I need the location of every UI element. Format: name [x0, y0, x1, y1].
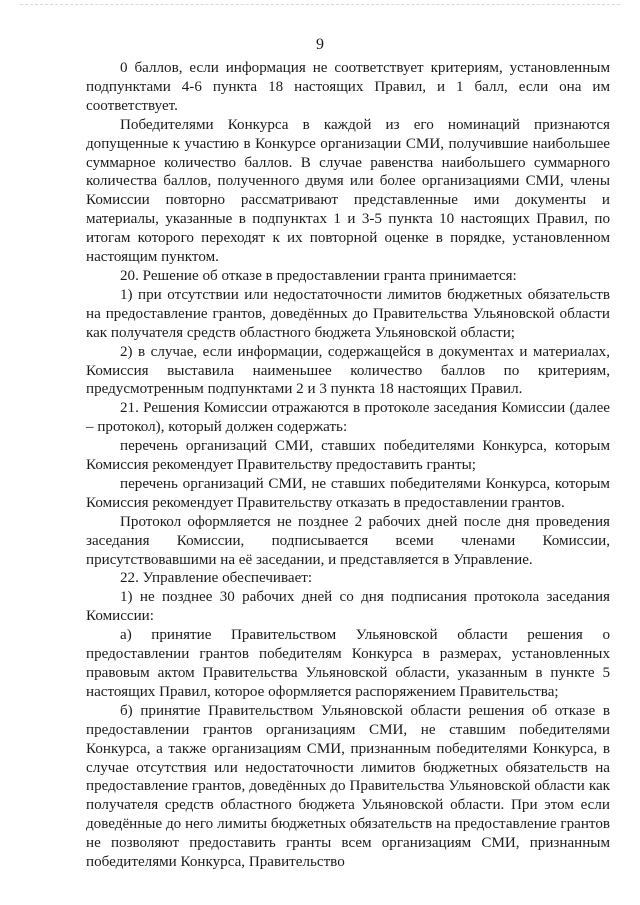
- paragraph-item-20-1: 1) при отсутствии или недостаточности лимитов бюджетных обязательств на предоставление грантов, доведённых до Правительства Ульяновской области как получателя средств областного бюджета Ульяновской области;: [86, 286, 610, 341]
- paragraph-item-20-2: 2) в случае, если информации, содержащейся в документах и материалах, Комиссия выставила наименьшее количество баллов по критериям, предусмотренным подпунктами 2 и 3 пункта 18 настоящих Правил.: [86, 343, 610, 398]
- paragraph-scoring-zero: 0 баллов, если информация не соответствует критериям, установленным подпунктами 4-6 пункта 18 настоящих Правил, и 1 балл, если она им соответствует.: [86, 60, 610, 114]
- paragraph-item-22-1: 1) не позднее 30 рабочих дней со дня подписания протокола заседания Комиссии:: [86, 589, 610, 625]
- paragraph-list-non-winners: перечень организаций СМИ, не ставших победителями Конкурса, которым Комиссия рекомендует Правительству отказать в предоставлении грантов.: [86, 475, 610, 511]
- paragraph-protocol: Протокол оформляется не позднее 2 рабочих дней после дня проведения заседания Комиссии, подписывается всеми членами Комиссии, присутствовавшими на её заседании, и представляется в Управление.: [86, 513, 610, 568]
- paragraph-winners: Победителями Конкурса в каждой из его номинаций признаются допущенные к участию в Конкурсе организации СМИ, получившие наибольшее суммарное количество баллов. В случае равенства наибольшего суммарного количества баллов, полученного двумя или более организациями СМИ, члены Комиссии повторно рассматривают представленные ими документы и материалы, указанные в подпунктах 1 и 3-5 пункта 10 настоящих Правил, по итогам которого переходят к их повторной оценке в порядке, установленном настоящим пунктом.: [86, 116, 610, 266]
- paragraph-item-22-1-b: б) принятие Правительством Ульяновской области решения об отказе в предоставлении грантов организациям СМИ, не ставшим победителями Конкурса, а также организациям СМИ, признанным победителями Конкурса, в случае отсутствия или недостаточности лимитов бюджетных обязательств на предоставление грантов, доведённых до Правительства Ульяновской области как получателя средств областного бюджета Ульяновской области. При этом если доведённые до него лимиты бюджетных обязательств на предоставление грантов не позволяют предоставить гранты всем организациям СМИ, признанным победителями Конкурса, Правительство: [86, 702, 610, 871]
- page-number: 9: [316, 36, 324, 53]
- paragraph-list-winners: перечень организаций СМИ, ставших победителями Конкурса, которым Комиссия рекомендует Правительству предоставить гранты;: [86, 438, 610, 474]
- scan-border-artifact: [20, 4, 620, 17]
- paragraph-item-20: 20. Решение об отказе в предоставлении гранта принимается:: [120, 267, 517, 284]
- paragraph-item-22: 22. Управление обеспечивает:: [120, 570, 313, 587]
- document-body: [86, 59, 610, 872]
- paragraph-item-21: 21. Решения Комиссии отражаются в протоколе заседания Комиссии (далее – протокол), который должен содержать:: [86, 400, 610, 436]
- paragraph-item-22-1-a: а) принятие Правительством Ульяновской области решения о предоставлении грантов победителям Конкурса в размерах, установленных правовым актом Правительства Ульяновской области, указанным в пункте 5 настоящих Правил, которое оформляется распоряжением Правительства;: [86, 627, 610, 700]
